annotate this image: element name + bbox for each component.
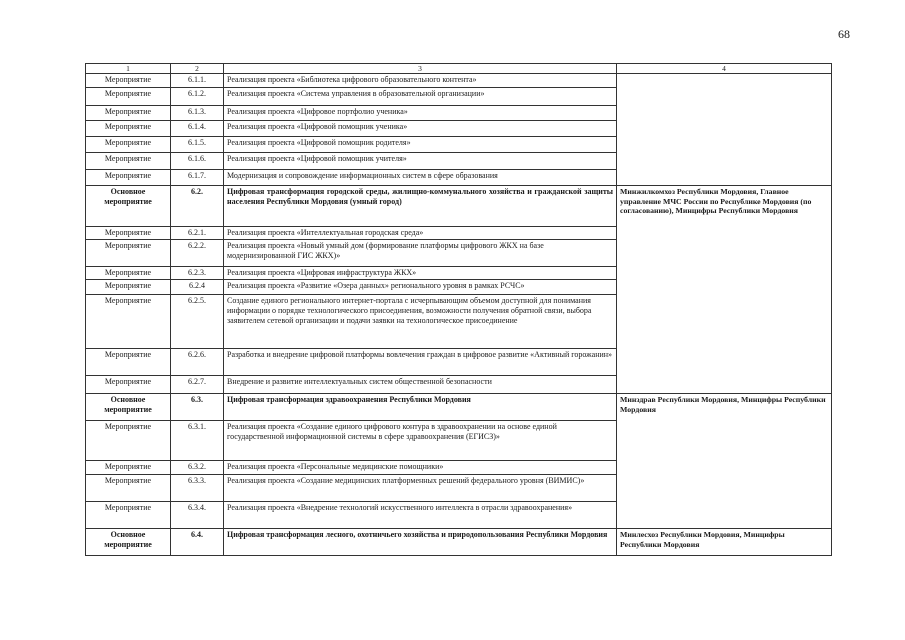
row-description: Цифровая трансформация здравоохранения Республики Мордовия [224,394,617,421]
row-number: 6.1.3. [171,106,224,121]
row-number: 6.3.3. [171,475,224,502]
row-description: Внедрение и развитие интеллектуальных систем общественной безопасности [224,376,617,394]
header-col-1: 1 [86,64,171,74]
row-description: Реализация проекта «Система управления в образовательной организации» [224,88,617,106]
row-type: Мероприятие [86,227,171,240]
header-col-2: 2 [171,64,224,74]
row-number: 6.2. [171,186,224,227]
main-measure-row [86,394,832,421]
row-responsible: Минлесхоз Республики Мордовия, Минцифры Республики Мордовия [617,529,832,556]
row-type: Мероприятие [86,240,171,267]
page-number: 68 [838,27,850,41]
row-type: Мероприятие [86,74,171,88]
row-number: 6.2.7. [171,376,224,394]
measures-table [85,63,832,556]
row-description: Реализация проекта «Цифровой помощник родителя» [224,137,617,153]
row-number: 6.1.6. [171,153,224,170]
row-description: Создание единого регионального интернет-портала с исчерпывающим объемом доступной для понимания информации о порядке технологического присоединения, возможности получения обратной связи, выбора заявителем сетевой организации и подачи заявки на технологическое присоединение [224,295,617,349]
row-number: 6.3.4. [171,502,224,529]
row-type: Мероприятие [86,461,171,475]
row-number: 6.2.2. [171,240,224,267]
row-type: Мероприятие [86,295,171,349]
row-number: 6.2.5. [171,295,224,349]
row-number: 6.3.1. [171,421,224,461]
header-col-4: 4 [617,64,832,74]
row-type: Мероприятие [86,106,171,121]
row-number: 6.3. [171,394,224,421]
row-description: Цифровая трансформация городской среды, жилищно-коммунального хозяйства и гражданской защиты населения Республики Мордовия (умный город) [224,186,617,227]
row-description: Реализация проекта «Библиотека цифрового образовательного контента» [224,74,617,88]
row-description: Разработка и внедрение цифровой платформы вовлечения граждан в цифровое развитие «Активный горожанин» [224,349,617,376]
row-number: 6.4. [171,529,224,556]
row-type: Мероприятие [86,153,171,170]
row-description: Реализация проекта «Цифровой помощник учителя» [224,153,617,170]
header-row [86,64,832,74]
row-description: Реализация проекта «Цифровая инфраструктура ЖКХ» [224,267,617,280]
row-number: 6.2.3. [171,267,224,280]
row-type: Основное мероприятие [86,394,171,421]
row-number: 6.2.1. [171,227,224,240]
row-type: Мероприятие [86,376,171,394]
row-type: Мероприятие [86,137,171,153]
row-number: 6.1.4. [171,121,224,137]
main-measure-row [86,529,832,556]
row-type: Основное мероприятие [86,529,171,556]
row-responsible-empty [617,74,832,186]
row-description: Модернизация и сопровождение информационных систем в сфере образования [224,170,617,186]
table-row [86,74,832,88]
row-description: Реализация проекта «Интеллектуальная городская среда» [224,227,617,240]
row-type: Мероприятие [86,170,171,186]
row-type: Мероприятие [86,475,171,502]
row-description: Реализация проекта «Создание медицинских платформенных решений федерального уровня (ВИМИС)» [224,475,617,502]
row-number: 6.3.2. [171,461,224,475]
main-measure-row [86,186,832,227]
row-description: Реализация проекта «Цифровой помощник ученика» [224,121,617,137]
row-description: Реализация проекта «Новый умный дом (формирование платформы цифрового ЖКХ на базе модернизированной ГИС ЖКХ)» [224,240,617,267]
row-number: 6.1.2. [171,88,224,106]
row-responsible: Минздрав Республики Мордовия, Минцифры Республики Мордовия [617,394,832,529]
row-type: Мероприятие [86,267,171,280]
row-number: 6.1.7. [171,170,224,186]
row-number: 6.2.4 [171,280,224,295]
row-responsible: Минжилкомхоз Республики Мордовия, Главное управление МЧС России по Республике Мордовия (по согласованию), Минцифры Республики Мордовия [617,186,832,394]
row-type: Мероприятие [86,502,171,529]
row-number: 6.2.6. [171,349,224,376]
row-description: Реализация проекта «Внедрение технологий искусственного интеллекта в отрасли здравоохранения» [224,502,617,529]
row-type: Основное мероприятие [86,186,171,227]
row-type: Мероприятие [86,280,171,295]
row-description: Реализация проекта «Персональные медицинские помощники» [224,461,617,475]
row-description: Цифровая трансформация лесного, охотничьего хозяйства и природопользования Республики Мордовия [224,529,617,556]
row-number: 6.1.1. [171,74,224,88]
row-type: Мероприятие [86,88,171,106]
row-description: Реализация проекта «Развитие «Озера данных» регионального уровня в рамках РСЧС» [224,280,617,295]
row-type: Мероприятие [86,349,171,376]
row-type: Мероприятие [86,421,171,461]
row-description: Реализация проекта «Цифровое портфолио ученика» [224,106,617,121]
row-type: Мероприятие [86,121,171,137]
row-description: Реализация проекта «Создание единого цифрового контура в здравоохранении на основе единой государственной информационной системы в сфере здравоохранения (ЕГИСЗ)» [224,421,617,461]
header-col-3: 3 [224,64,617,74]
row-number: 6.1.5. [171,137,224,153]
